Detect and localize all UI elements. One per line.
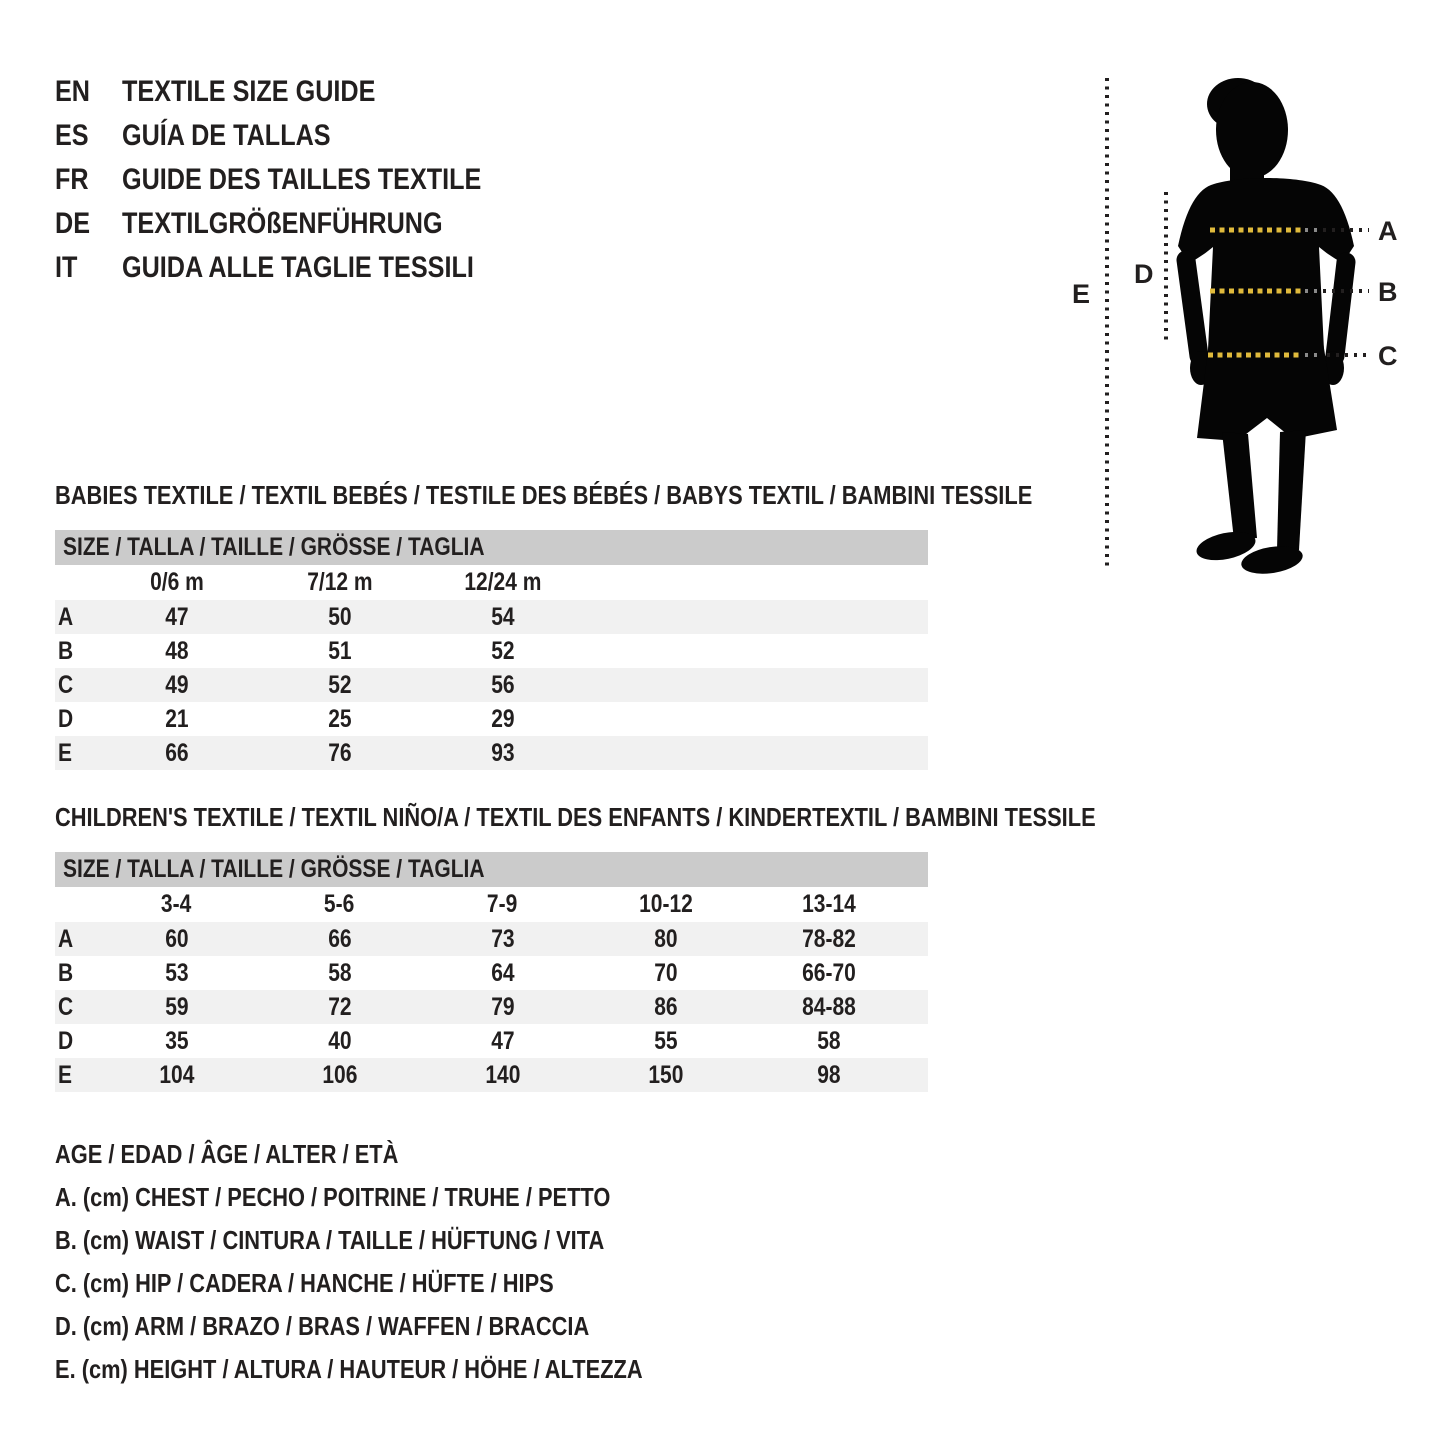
table-cell: 58 xyxy=(816,1026,841,1055)
table-cell: 80 xyxy=(653,924,678,953)
table-row xyxy=(55,922,928,956)
legend-age-line: AGE / EDAD / ÂGE / ALTER / ETÀ xyxy=(55,1139,399,1169)
table-cell: 73 xyxy=(490,924,515,953)
guide-title-fr: GUIDE DES TAILLES TEXTILE xyxy=(122,163,482,196)
figure-label-c: C xyxy=(1378,341,1398,371)
row-label: E xyxy=(58,738,73,767)
table-cell: 55 xyxy=(653,1026,678,1055)
figure-label-a: A xyxy=(1378,216,1398,246)
table-cell: 59 xyxy=(164,992,189,1021)
table-cell: 150 xyxy=(647,1060,684,1089)
table-row xyxy=(55,668,928,702)
table-cell: 40 xyxy=(327,1026,352,1055)
table-cell: 78-82 xyxy=(801,924,856,953)
babies-size-header-bar: SIZE / TALLA / TAILLE / GRÖSSE / TAGLIA xyxy=(55,530,928,565)
legend-chest-line: A. (cm) CHEST / PECHO / POITRINE / TRUHE / PETTO xyxy=(55,1182,611,1212)
table-cell: 72 xyxy=(327,992,352,1021)
column-header: 7/12 m xyxy=(306,568,373,596)
figure-label-e: E xyxy=(1072,279,1091,309)
table-cell: 60 xyxy=(164,924,189,953)
table-row xyxy=(55,600,928,634)
row-label: A xyxy=(58,602,74,631)
language-row-en xyxy=(55,70,550,114)
column-header: 3-4 xyxy=(161,890,192,918)
column-header: 5-6 xyxy=(324,890,355,918)
guide-title-es: GUÍA DE TALLAS xyxy=(122,119,331,152)
table-cell: 140 xyxy=(484,1060,521,1089)
table-cell: 47 xyxy=(164,602,189,631)
table-cell: 66-70 xyxy=(801,958,856,987)
table-cell: 86 xyxy=(653,992,678,1021)
legend-waist-line: B. (cm) WAIST / CINTURA / TAILLE / HÜFTUNG / VITA xyxy=(55,1225,605,1255)
row-label: C xyxy=(58,670,74,699)
table-cell: 47 xyxy=(490,1026,515,1055)
language-header xyxy=(55,70,550,290)
table-cell: 66 xyxy=(164,738,189,767)
language-code: DE xyxy=(55,207,91,240)
language-code: IT xyxy=(55,251,78,284)
column-header: 12/24 m xyxy=(463,568,542,596)
language-code: FR xyxy=(55,163,89,196)
measurement-legend xyxy=(55,1133,755,1391)
table-row xyxy=(55,702,928,736)
table-cell: 58 xyxy=(327,958,352,987)
table-cell: 54 xyxy=(490,602,515,631)
column-header: 13-14 xyxy=(801,890,856,918)
table-cell: 25 xyxy=(327,704,352,733)
language-row-es xyxy=(55,114,550,158)
language-code: ES xyxy=(55,119,89,152)
language-row-fr xyxy=(55,158,550,202)
table-cell: 66 xyxy=(327,924,352,953)
row-label: E xyxy=(58,1060,73,1089)
row-label: A xyxy=(58,924,74,953)
table-cell: 21 xyxy=(164,704,189,733)
table-cell: 35 xyxy=(164,1026,189,1055)
table-cell: 76 xyxy=(327,738,352,767)
table-row xyxy=(55,634,928,668)
figure-label-d: D xyxy=(1134,259,1154,289)
table-cell: 56 xyxy=(490,670,515,699)
babies-section-title: BABIES TEXTILE / TEXTIL BEBÉS / TESTILE DES BÉBÉS / BABYS TEXTIL / BAMBINI TESSILE xyxy=(55,479,1033,510)
table-cell: 106 xyxy=(321,1060,358,1089)
legend-hip-line: C. (cm) HIP / CADERA / HANCHE / HÜFTE / HIPS xyxy=(55,1268,554,1298)
measurement-figure xyxy=(1060,60,1410,590)
children-column-header-row xyxy=(55,887,928,922)
row-label: B xyxy=(58,636,74,665)
table-cell: 64 xyxy=(490,958,515,987)
table-cell: 70 xyxy=(653,958,678,987)
children-size-header-bar: SIZE / TALLA / TAILLE / GRÖSSE / TAGLIA xyxy=(55,852,928,887)
table-cell: 93 xyxy=(490,738,515,767)
column-header: 7-9 xyxy=(487,890,518,918)
table-cell: 84-88 xyxy=(801,992,856,1021)
children-section-title: CHILDREN'S TEXTILE / TEXTIL NIÑO/A / TEXTIL DES ENFANTS / KINDERTEXTIL / BAMBINI TESSILE xyxy=(55,801,1096,832)
row-label: D xyxy=(58,704,74,733)
column-header: 0/6 m xyxy=(149,568,204,596)
babies-column-header-row xyxy=(55,565,928,600)
guide-title-it: GUIDA ALLE TAGLIE TESSILI xyxy=(122,251,474,284)
table-cell: 50 xyxy=(327,602,352,631)
table-cell: 48 xyxy=(164,636,189,665)
babies-size-table xyxy=(55,530,928,770)
table-cell: 104 xyxy=(158,1060,195,1089)
table-row xyxy=(55,956,928,990)
column-header: 10-12 xyxy=(638,890,693,918)
table-row xyxy=(55,990,928,1024)
child-silhouette-diagram xyxy=(1060,60,1410,590)
table-cell: 49 xyxy=(164,670,189,699)
table-row xyxy=(55,736,928,770)
figure-label-b: B xyxy=(1378,277,1398,307)
table-cell: 29 xyxy=(490,704,515,733)
language-row-it xyxy=(55,246,550,290)
children-size-table xyxy=(55,852,928,1092)
row-label: D xyxy=(58,1026,74,1055)
row-label: B xyxy=(58,958,74,987)
table-cell: 52 xyxy=(327,670,352,699)
table-row xyxy=(55,1024,928,1058)
table-cell: 79 xyxy=(490,992,515,1021)
language-code: EN xyxy=(55,75,91,108)
table-cell: 98 xyxy=(816,1060,841,1089)
legend-arm-line: D. (cm) ARM / BRAZO / BRAS / WAFFEN / BRACCIA xyxy=(55,1311,590,1341)
guide-title-en: TEXTILE SIZE GUIDE xyxy=(122,75,376,108)
table-cell: 51 xyxy=(327,636,352,665)
table-row xyxy=(55,1058,928,1092)
row-label: C xyxy=(58,992,74,1021)
guide-title-de: TEXTILGRÖßENFÜHRUNG xyxy=(122,207,443,240)
table-cell: 52 xyxy=(490,636,515,665)
legend-height-line: E. (cm) HEIGHT / ALTURA / HAUTEUR / HÖHE / ALTEZZA xyxy=(55,1354,643,1384)
table-cell: 53 xyxy=(164,958,189,987)
language-row-de xyxy=(55,202,550,246)
